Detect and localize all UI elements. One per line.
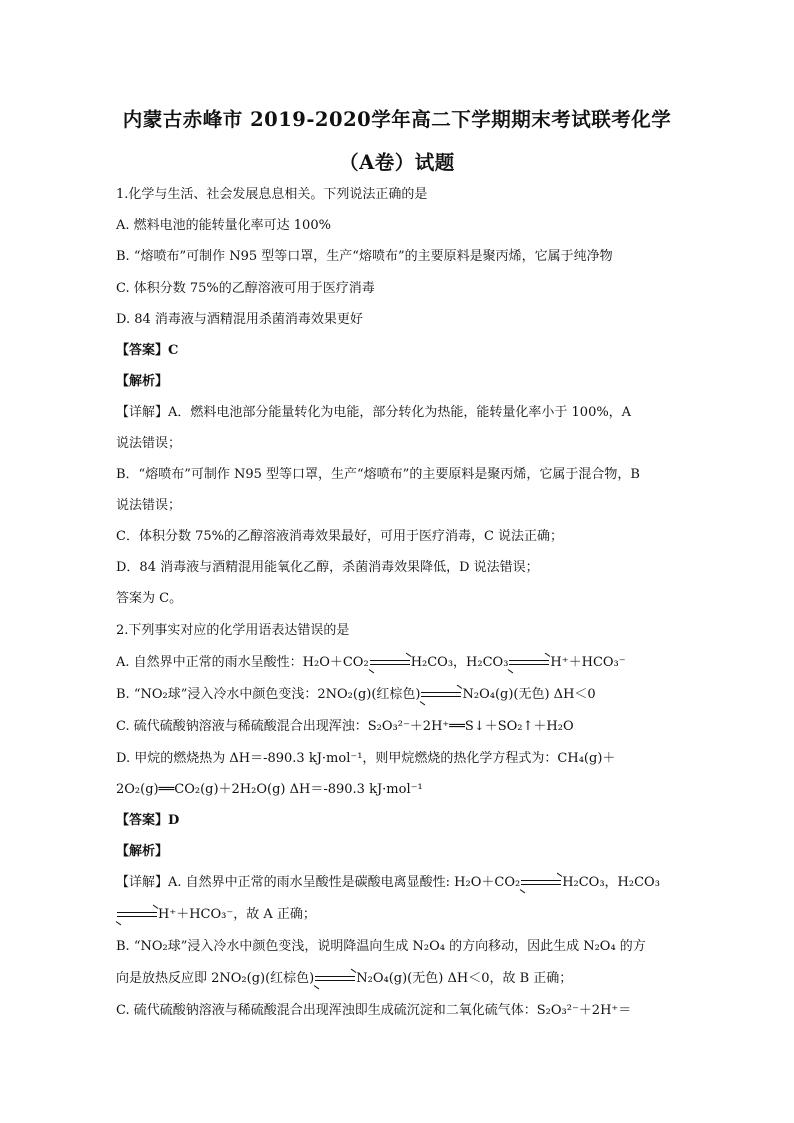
q1-detail-line: D．84 消毒液与酒精混用能氧化乙醇，杀菌消毒效果降低，D 说法错误；	[116, 560, 539, 575]
q2-option-b-end: N₂O₄(g)(无色) ΔH＜0	[462, 687, 596, 702]
q1-detail-line: 说法错误；	[116, 498, 182, 513]
q1-stem: 1.化学与生活、社会发展息息相关。下列说法正确的是	[116, 187, 428, 202]
q1-option-d: D. 84 消毒液与酒精混用杀菌消毒效果更好	[116, 312, 363, 327]
q2-detail-line	[116, 874, 660, 892]
q2-option-a	[116, 654, 626, 672]
q2-option-b-text: B. “NO₂球”浸入冷水中颜色变浅：2NO₂(g)(红棕色)	[116, 687, 421, 702]
q2-detail-text: H₂CO₃，H₂CO₃	[562, 875, 660, 890]
q2-option-d-line-1: D. 甲烷的燃烧热为 ΔH＝-890.3 kJ·mol⁻¹，则甲烷燃烧的热化学方程式为：CH₄(g)＋	[116, 751, 616, 766]
reversible-arrow-icon	[509, 659, 549, 666]
q2-detail-text: 向是放热反应即 2NO₂(g)(红棕色)	[116, 971, 315, 986]
q1-detail-line: B．“熔喷布”可制作 N95 型等口罩，生产“熔喷布”的主要原料是聚丙烯，它属于混合物，B	[116, 467, 640, 482]
q1-detail-line: 【详解】A．燃料电池部分能量转化为电能，部分转化为热能，能转量化率小于 100%，A	[116, 405, 632, 420]
q1-analysis-heading: 【解析】	[116, 374, 169, 389]
q2-analysis-heading: 【解析】	[116, 844, 169, 859]
q2-option-a-mid: H₂CO₃，H₂CO₃	[410, 655, 509, 670]
reversible-arrow-icon	[521, 879, 561, 886]
q2-option-b	[116, 686, 596, 704]
title-line-2: （A卷）试题	[339, 151, 455, 174]
q1-detail-line: 答案为 C。	[116, 591, 183, 606]
q1-answer: 【答案】C	[116, 343, 179, 358]
q2-option-a-end: H⁺＋HCO₃⁻	[550, 655, 626, 670]
q1-detail-line: 说法错误；	[116, 436, 182, 451]
q2-stem: 2.下列事实对应的化学用语表达错误的是	[116, 623, 350, 638]
q1-detail-line: C．体积分数 75%的乙醇溶液消毒效果最好，可用于医疗消毒，C 说法正确；	[116, 529, 564, 544]
title-line-1: 内蒙古赤峰市 2019-2020学年高二下学期期末考试联考化学	[122, 108, 672, 131]
q2-answer: 【答案】D	[116, 813, 180, 828]
q2-detail-text: 【详解】A. 自然界中正常的雨水呈酸性是碳酸电离显酸性: H₂O＋CO₂	[116, 875, 521, 890]
reversible-arrow-icon	[421, 691, 461, 698]
q2-detail-text: N₂O₄(g)(无色) ΔH＜0，故 B 正确；	[356, 971, 573, 986]
q1-option-a: A. 燃料电池的能转量化率可达 100%	[116, 218, 331, 233]
q2-detail-line	[116, 970, 572, 988]
q1-option-b: B. “熔喷布”可制作 N95 型等口罩，生产“熔喷布”的主要原料是聚丙烯，它属于纯净物	[116, 249, 613, 264]
reversible-arrow-icon	[117, 911, 157, 918]
reversible-arrow-icon	[315, 975, 355, 982]
q2-option-a-text: A. 自然界中正常的雨水呈酸性：H₂O＋CO₂	[116, 655, 369, 670]
q2-option-c: C. 硫代硫酸钠溶液与稀硫酸混合出现浑浊：S₂O₃²⁻＋2H⁺══S↓＋SO₂↑＋H₂O	[116, 719, 574, 734]
q2-option-d-line-2: 2O₂(g)══CO₂(g)＋2H₂O(g) ΔH＝-890.3 kJ·mol⁻¹	[116, 782, 423, 797]
q1-option-c: C. 体积分数 75%的乙醇溶液可用于医疗消毒	[116, 281, 375, 296]
q2-detail-line	[116, 906, 316, 924]
q2-detail-line: C. 硫代硫酸钠溶液与稀硫酸混合出现浑浊即生成硫沉淀和二氧化硫气体：S₂O₃²⁻＋2H⁺＝	[116, 1003, 632, 1018]
q2-detail-line: B. “NO₂球”浸入冷水中颜色变浅，说明降温向生成 N₂O₄ 的方向移动，因此生成 N₂O₄ 的方	[116, 939, 646, 954]
q2-detail-text: H⁺＋HCO₃⁻，故 A 正确；	[158, 907, 316, 922]
reversible-arrow-icon	[370, 659, 410, 666]
